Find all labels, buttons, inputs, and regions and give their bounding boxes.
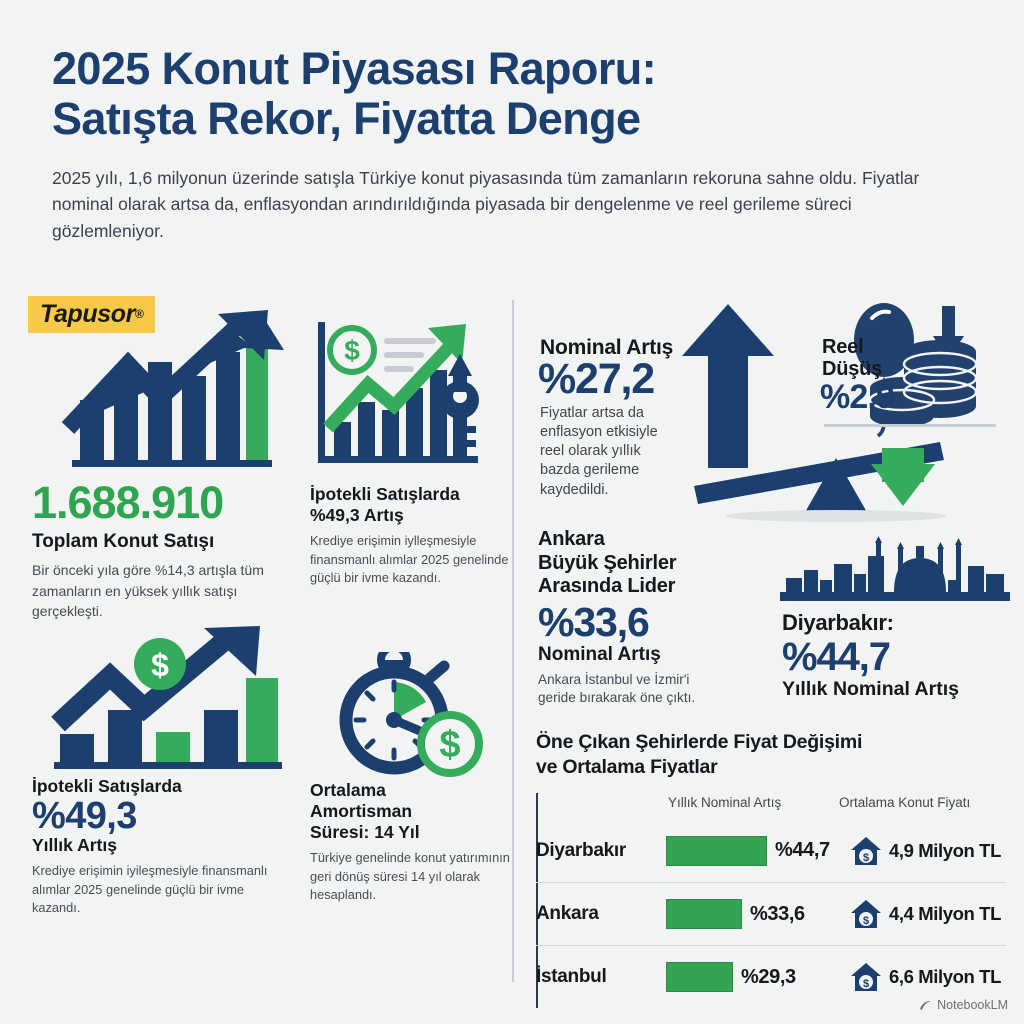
table-body	[536, 819, 1006, 1008]
stat-mortgage-bottom	[32, 626, 294, 918]
watermark-label: NotebookLM	[937, 998, 1008, 1012]
amortization-heading-2: Amortisman	[310, 801, 413, 821]
amortization-description: Türkiye genelinde konut yatırımının geri dönüş süresi 14 yıl olarak hesaplandı.	[310, 850, 510, 903]
diyarbakir-stat	[782, 610, 959, 700]
table-title	[536, 730, 1006, 779]
row-price-label: 4,9 Milyon TL	[889, 839, 1001, 861]
mortgage-bottom-subheading: Yıllık Artış	[32, 835, 117, 855]
nominal-value: %27,2	[538, 355, 654, 403]
stat-total-sales	[32, 304, 290, 621]
mortgage-top-heading-2: %49,3 Artış	[310, 505, 404, 525]
diyarbakir-value: %44,7	[782, 635, 890, 679]
city-skyline-icon	[780, 536, 1010, 618]
svg-text:$: $	[862, 851, 870, 864]
row-bar	[666, 899, 742, 929]
real-decline-label-line-1: Reel	[822, 336, 864, 358]
row-growth-label: %29,3	[741, 965, 796, 988]
ankara-heading-2: Büyük Şehirler	[538, 551, 677, 574]
row-price	[850, 899, 1001, 929]
stat-amortization	[310, 652, 518, 905]
mortgage-bottom-description: Krediye erişimin iyileşmesiyle finansmanlı alımlar 2025 genelinde güçlü bir ivme kazandı.	[32, 863, 268, 916]
mortgage-top-heading-1: İpotekli Satışlarda	[310, 484, 460, 504]
house-dollar-icon	[850, 836, 882, 866]
row-price	[850, 836, 1001, 866]
real-decline-label-line-2: Düşüş	[822, 358, 883, 381]
ankara-stat	[538, 528, 758, 707]
svg-text:$: $	[151, 647, 169, 683]
row-city: Diyarbakır	[536, 839, 626, 861]
svg-text:$: $	[439, 724, 461, 766]
column-header-price: Ortalama Konut Fiyatı	[839, 795, 971, 811]
logo-text: Tapusor	[40, 300, 135, 328]
city-price-table	[536, 730, 1006, 1008]
real-decline-value: %2,9	[820, 378, 894, 416]
left-column	[28, 296, 510, 986]
total-sales-description: Bir önceki yıla göre %14,3 artışla tüm zamanların en yüksek yıllık satışı gerçekleşti.	[32, 562, 264, 619]
stopwatch-dollar-icon	[310, 652, 518, 780]
svg-text:$: $	[344, 335, 360, 366]
mortgage-bottom-value: %49,3	[32, 795, 137, 837]
table-row[interactable]	[536, 882, 1006, 945]
row-bar	[666, 836, 767, 866]
table-column-headers	[536, 795, 1006, 817]
row-growth-label: %33,6	[750, 902, 805, 925]
nominal-label: Nominal Artış	[540, 336, 674, 359]
dollar-chart-arrow-icon	[32, 626, 294, 776]
bar-chart-arrow-up-icon	[32, 304, 290, 476]
total-sales-heading: Toplam Konut Satışı	[32, 531, 215, 552]
table-row[interactable]	[536, 819, 1006, 882]
row-price-label: 6,6 Milyon TL	[889, 966, 1001, 988]
right-column	[536, 300, 1006, 991]
page-subtitle: 2025 yılı, 1,6 milyonun üzerinde satışla Türkiye konut piyasasında tüm zamanların rekoruna sahne oldu. Fiyatlar nominal olarak artsa da, enflasyondan arındırıldığında piyasada bir dengelenme ve reel gerileme süreci gözlemleniyor.	[52, 167, 920, 241]
header	[52, 44, 962, 245]
mortgage-chart-key-icon	[310, 306, 520, 484]
row-city: Ankara	[536, 903, 599, 925]
amortization-heading-3: Süresi: 14 Yıl	[310, 822, 420, 842]
row-city: İstanbul	[536, 966, 607, 988]
watermark	[919, 998, 1008, 1012]
row-growth-label: %44,7	[775, 839, 830, 862]
row-price	[850, 962, 1001, 992]
nominal-vs-real-block	[536, 300, 1006, 522]
amortization-heading-1: Ortalama	[310, 780, 386, 800]
svg-text:$: $	[862, 915, 870, 928]
title-line-2: Satışta Rekor, Fiyatta Denge	[52, 93, 641, 145]
mortgage-top-description: Krediye erişimin iylleşmesiyle finansmanlı alımlar 2025 genelinde güçlü bir ivme kazandı.	[310, 533, 509, 586]
city-highlights-block	[536, 528, 1006, 718]
house-dollar-icon	[850, 962, 882, 992]
row-price-label: 4,4 Milyon TL	[889, 903, 1001, 925]
ankara-description: Ankara İstanbul ve İzmir'i geride bırakarak öne çıktı.	[538, 671, 696, 706]
row-bar-zone	[666, 946, 838, 1008]
row-bar-zone	[666, 883, 838, 945]
ankara-value: %33,6	[538, 598, 649, 645]
table-title-line-2: ve Ortalama Fiyatlar	[536, 755, 718, 778]
notebooklm-icon	[919, 999, 932, 1012]
up-arrow-icon	[682, 304, 774, 468]
column-header-growth: Yıllık Nominal Artış	[668, 795, 782, 811]
diyarbakir-subheading: Yıllık Nominal Artış	[782, 678, 959, 700]
logo-registered-mark: ®	[134, 306, 144, 321]
ankara-subheading: Nominal Artış	[538, 643, 661, 665]
row-bar-zone	[666, 819, 838, 882]
total-sales-value: 1.688.910	[32, 477, 224, 528]
ankara-heading-3: Arasında Lider	[538, 575, 676, 598]
row-bar	[666, 962, 733, 992]
mortgage-bottom-heading: İpotekli Satışlarda	[32, 776, 182, 796]
stat-mortgage-top	[310, 306, 520, 588]
house-dollar-icon	[850, 899, 882, 929]
table-title-line-1: Öne Çıkan Şehirlerde Fiyat Değişimi	[536, 731, 863, 753]
page-title	[52, 44, 962, 145]
ankara-heading-1: Ankara	[538, 528, 605, 550]
title-line-1: 2025 Konut Piyasası Raporu:	[52, 43, 657, 94]
real-decline-label	[822, 336, 882, 381]
nominal-description: Fiyatlar artsa da enflasyon etkisiyle reel olarak yıllık bazda gerileme kaydedildi.	[540, 405, 658, 498]
svg-text:$: $	[862, 978, 870, 991]
diyarbakir-name: Diyarbakır:	[782, 610, 894, 635]
